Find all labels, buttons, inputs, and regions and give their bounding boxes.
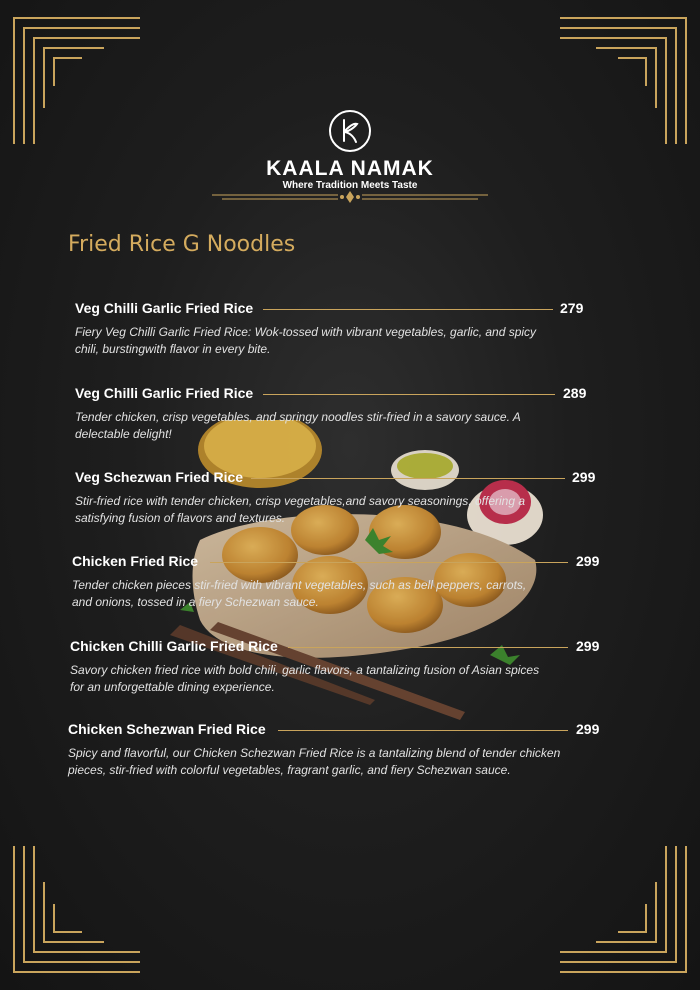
menu-item [75,385,590,441]
leader-line [251,478,565,479]
item-description: Tender chicken, crisp vegetables, and springy noodles stir-fried in a savory sauce. A delectable delight! [75,410,521,441]
item-price: 279 [560,300,584,316]
menu-item [75,300,590,356]
item-description: Fiery Veg Chilli Garlic Fried Rice: Wok-tossed with vibrant vegetables, garlic, and spicy chili, burstingwith flavor in every bite. [75,325,537,356]
leader-line [210,562,568,563]
item-price: 299 [576,553,600,569]
item-description: Spicy and flavorful, our Chicken Schezwan Fried Rice is a tantalizing blend of tender chicken pieces, stir-fried with colorful vegetables, fragrant garlic, and fiery Schezwan sauce. [68,746,561,777]
item-price: 289 [563,385,587,401]
item-price: 299 [576,638,600,654]
item-price: 299 [572,469,596,485]
leader-line [288,647,568,648]
item-description: Tender chicken pieces stir-fried with vibrant vegetables, such as bell peppers, carrots, and onions, tossed in a fiery Schezwan sauce. [72,578,527,609]
leader-line [263,394,555,395]
item-name: Veg Schezwan Fried Rice [75,469,244,485]
item-name: Chicken Schezwan Fried Rice [68,721,266,737]
brand-tagline: Where Tradition Meets Taste [282,180,418,191]
header-divider [212,190,488,204]
item-name: Chicken Chilli Garlic Fried Rice [70,638,278,654]
item-name: Veg Chilli Garlic Fried Rice [75,300,254,316]
item-description: Savory chicken fried rice with bold chili, garlic flavors, a tantalizing fusion of Asian spices for an unforgettable dining experience. [70,663,540,694]
leader-line [278,730,568,731]
menu-item [72,553,604,609]
k-monogram-logo-icon [327,108,373,154]
item-description: Stir-fried rice with tender chicken, crisp vegetables,and savory seasonings, offering a satisfying fusion of flavors and textures. [75,494,526,525]
menu-item [70,638,605,694]
menu-item [68,721,605,777]
corner-ornament-bottom-left [12,844,142,974]
brand-header [0,108,700,191]
menu-item [75,469,600,525]
section-title: Fried Rice G Noodles [68,232,296,257]
leader-line [263,309,553,310]
item-name: Chicken Fried Rice [72,553,199,569]
corner-ornament-bottom-right [558,844,688,974]
item-price: 299 [576,721,600,737]
brand-name: KAALA NAMAK [266,157,434,180]
item-name: Veg Chilli Garlic Fried Rice [75,385,254,401]
